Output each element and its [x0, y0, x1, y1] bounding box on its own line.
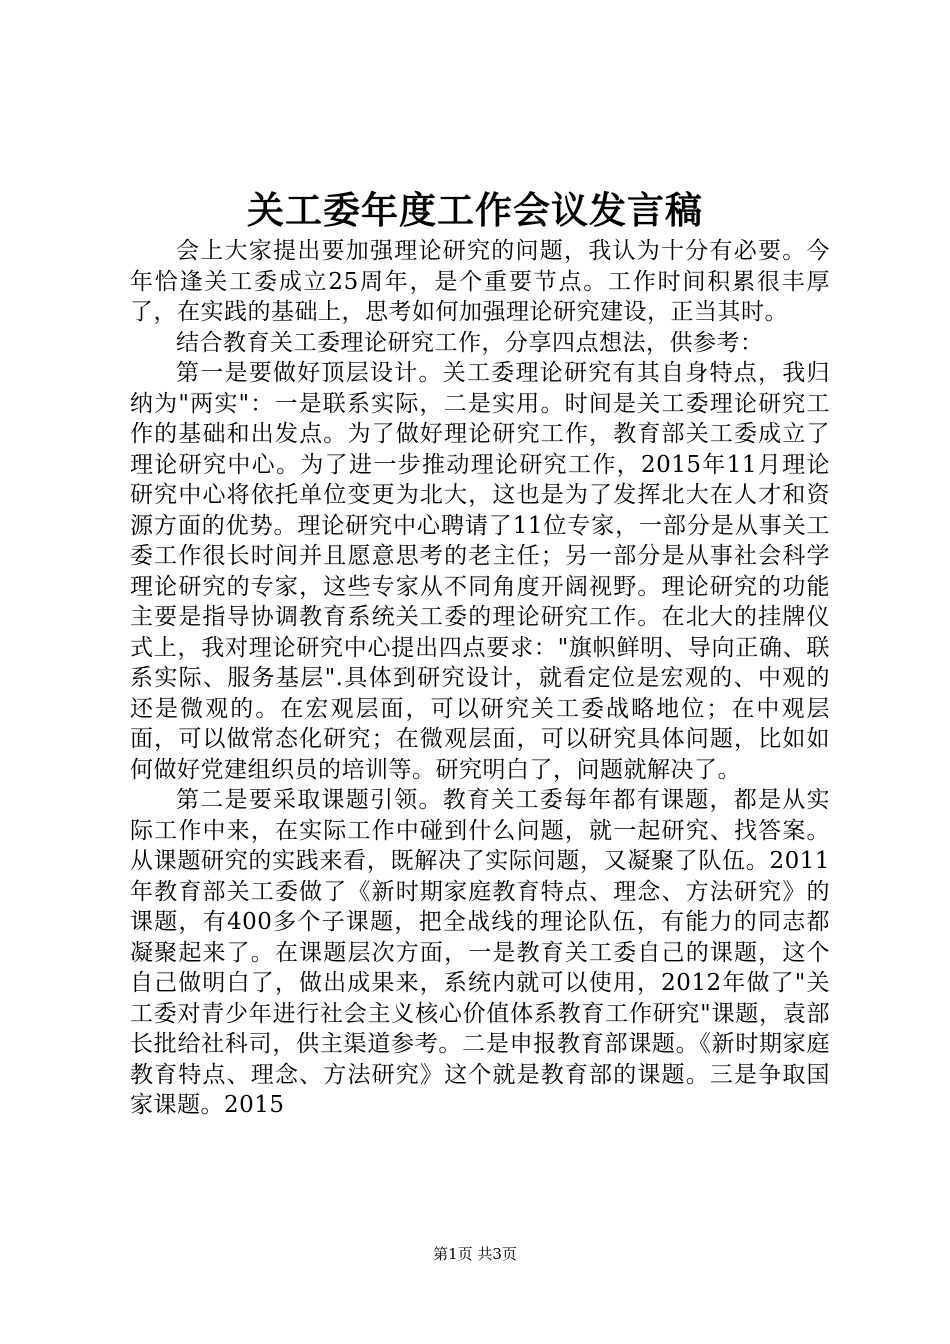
document-title: 关工委年度工作会议发言稿	[247, 188, 703, 232]
paragraph-intro: 会上大家提出要加强理论研究的问题，我认为十分有必要。今年恰逢关工委成立25周年，是个重要节点。工作时间积累很丰厚了，在实践的基础上，思考如何加强理论研究建设，正当其时。	[130, 238, 830, 325]
document-body	[130, 236, 830, 1121]
paragraph-point-one: 第一是要做好顶层设计。关工委理论研究有其自身特点，我归纳为"两实"：一是联系实际，二是实用。时间是关工委理论研究工作的基础和出发点。为了做好理论研究工作，教育部关工委成立了理论研究中心。为了进一步推动理论研究工作，2015年11月理论研究中心将依托单位变更为北大，这也是为了发挥北大在人才和资源方面的优势。理论研究中心聘请了11位专家，一部分是从事关工委工作很长时间并且愿意思考的老主任；另一部分是从事社会科学理论研究的专家，这些专家从不同角度开阔视野。理论研究的功能主要是指导协调教育系统关工委的理论研究工作。在北大的挂牌仪式上，我对理论研究中心提出四点要求："旗帜鲜明、导向正确、联系实际、服务基层".具体到研究设计，就看定位是宏观的、中观的还是微观的。在宏观层面，可以研究关工委战略地位；在中观层面，可以做常态化研究；在微观层面，可以研究具体问题，比如如何做好党建组织员的培训等。研究明白了，问题就解决了。	[130, 360, 830, 783]
page-footer: 第1页 共3页	[433, 1245, 517, 1263]
paragraph-point-two: 第二是要采取课题引领。教育关工委每年都有课题，都是从实际工作中来，在实际工作中碰到什么问题，就一起研究、找答案。从课题研究的实践来看，既解决了实际问题，又凝聚了队伍。2011年教育部关工委做了《新时期家庭教育特点、理念、方法研究》的课题，有400多个子课题，把全战线的理论队伍，有能力的同志都凝聚起来了。在课题层次方面，一是教育关工委自己的课题，这个自己做明白了，做出成果来，系统内就可以使用，2012年做了"关工委对青少年进行社会主义核心价值体系教育工作研究"课题，袁部长批给社科司，供主渠道参考。二是申报教育部课题。《新时期家庭教育特点、理念、方法研究》这个就是教育部的课题。三是争取国家课题。2015	[130, 787, 830, 1118]
paragraph-overview: 结合教育关工委理论研究工作，分享四点想法，供参考：	[176, 329, 764, 356]
